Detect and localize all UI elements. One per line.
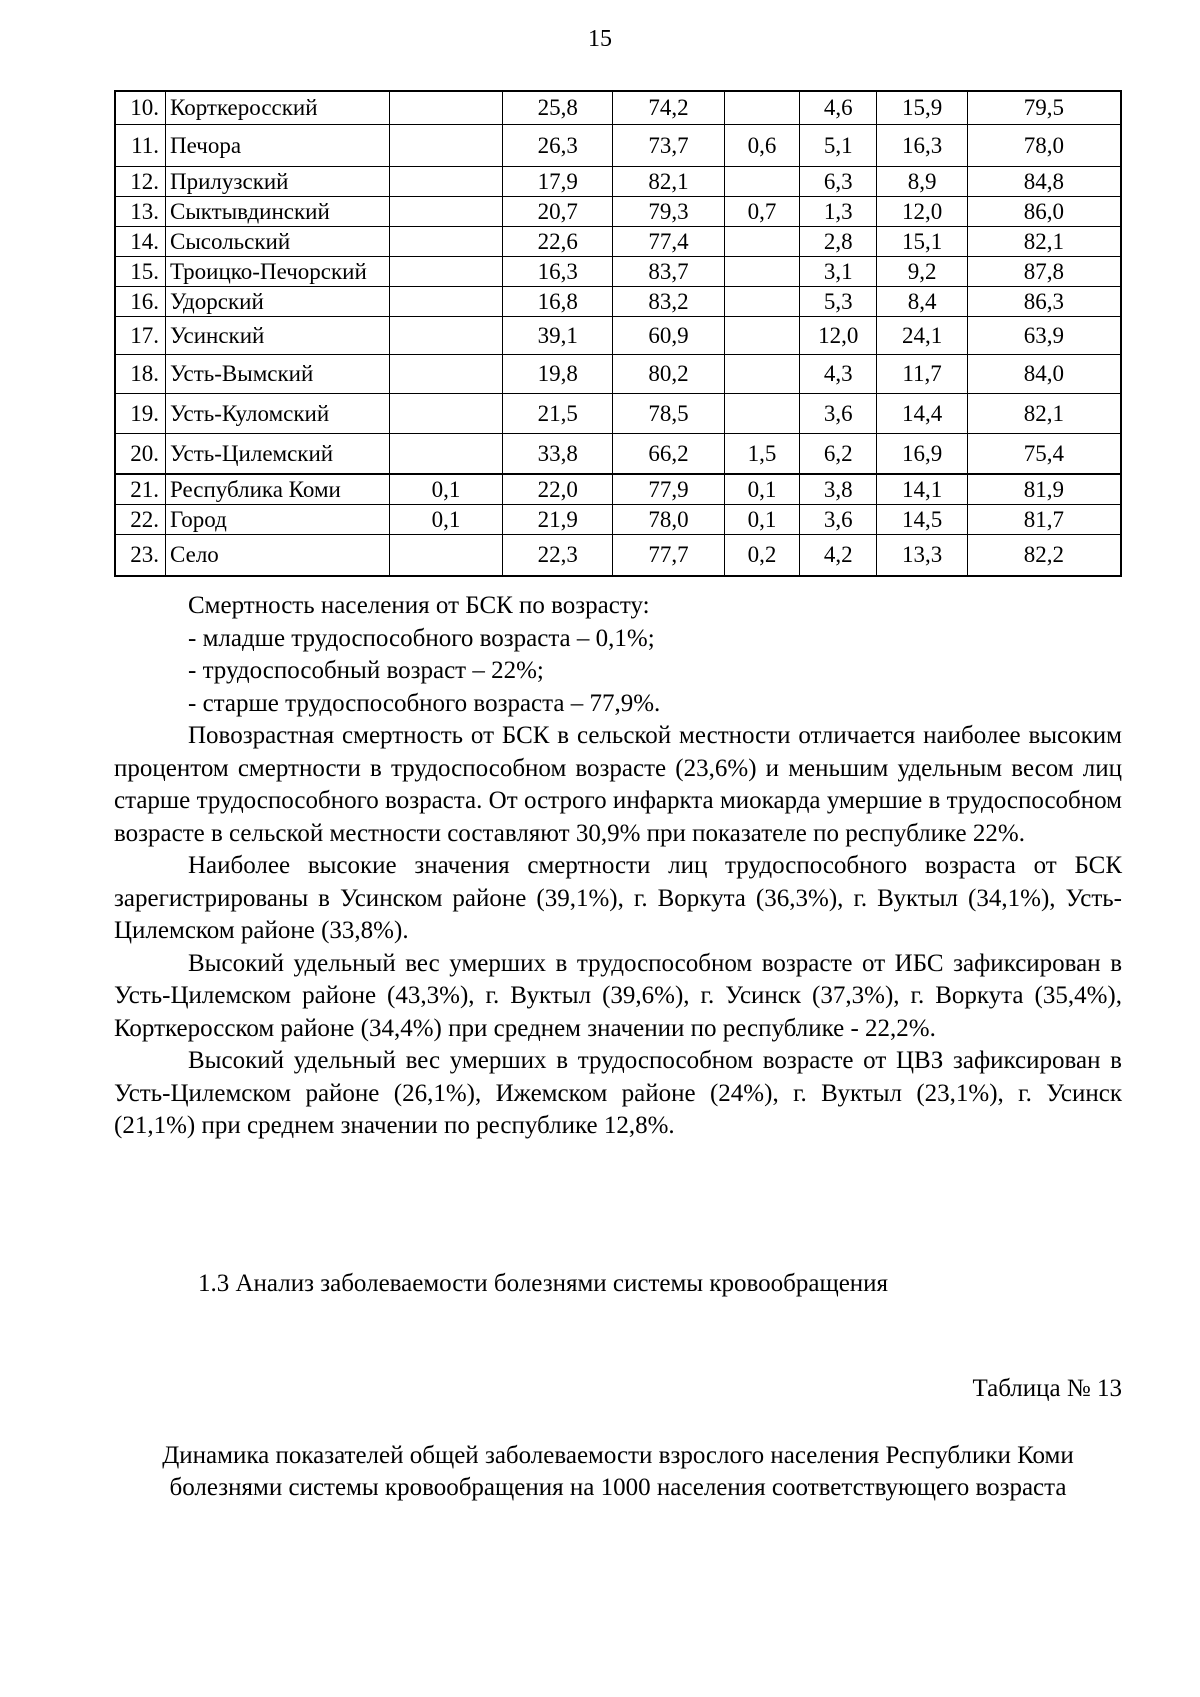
table-caption: Динамика показателей общей заболеваемости взрослого населения Республики Коми болезнями системы кровообращения на 1000 населения соответствующего возраста	[162, 1442, 1074, 1501]
district-name-cell: Удорский	[166, 286, 390, 316]
table-row	[115, 354, 1121, 393]
value-cell: 4,2	[800, 534, 877, 576]
value-cell	[389, 256, 503, 286]
value-cell	[389, 316, 503, 354]
value-cell: 0,7	[724, 196, 799, 226]
value-cell: 21,9	[503, 504, 613, 534]
value-cell	[389, 196, 503, 226]
value-cell: 77,9	[613, 474, 725, 504]
value-cell: 78,5	[613, 393, 725, 433]
value-cell: 74,2	[613, 91, 725, 124]
value-cell: 3,1	[800, 256, 877, 286]
age-item: - трудоспособный возраст – 22%;	[188, 657, 544, 684]
value-cell	[724, 316, 799, 354]
age-item: - младше трудоспособного возраста – 0,1%;	[188, 624, 655, 652]
value-cell: 12,0	[800, 316, 877, 354]
table-body	[115, 91, 1121, 576]
value-cell: 3,8	[800, 474, 877, 504]
value-cell: 0,2	[724, 534, 799, 576]
paragraph: Наиболее высокие значения смертности лиц трудоспособного возраста от БСК зарегистрированы в Усинском районе (39,1%), г. Воркута (36,3%), г. Вуктыл (34,1%), Усть-Цилемском районе (33,8%).	[114, 852, 1122, 944]
value-cell: 0,1	[389, 474, 503, 504]
value-cell: 80,2	[613, 354, 725, 393]
value-cell: 15,1	[877, 226, 967, 256]
value-cell: 21,5	[503, 393, 613, 433]
value-cell: 78,0	[967, 124, 1121, 166]
value-cell: 33,8	[503, 433, 613, 474]
table-row	[115, 504, 1121, 534]
value-cell: 86,0	[967, 196, 1121, 226]
value-cell: 84,8	[967, 166, 1121, 196]
table-row	[115, 124, 1121, 166]
value-cell: 82,1	[613, 166, 725, 196]
paragraph: Повозрастная смертность от БСК в сельской местности отличается наиболее высоким процентом смертности в трудоспособном возрасте (23,6%) и меньшим удельным весом лиц старше трудоспособного возраста. От острого инфаркта миокарда умершие в трудоспособном возрасте в сельской местности составляют 30,9% при показателе по республике 22%.	[114, 722, 1122, 847]
value-cell: 16,3	[877, 124, 967, 166]
table-row	[115, 286, 1121, 316]
value-cell: 8,4	[877, 286, 967, 316]
value-cell: 66,2	[613, 433, 725, 474]
value-cell: 8,9	[877, 166, 967, 196]
row-number-cell: 15.	[115, 256, 166, 286]
value-cell: 39,1	[503, 316, 613, 354]
value-cell: 87,8	[967, 256, 1121, 286]
value-cell: 77,7	[613, 534, 725, 576]
value-cell: 1,5	[724, 433, 799, 474]
value-cell: 5,1	[800, 124, 877, 166]
district-name-cell: Усть-Цилемский	[166, 433, 390, 474]
value-cell: 63,9	[967, 316, 1121, 354]
value-cell: 75,4	[967, 433, 1121, 474]
district-name-cell: Усть-Куломский	[166, 393, 390, 433]
value-cell: 86,3	[967, 286, 1121, 316]
value-cell: 22,0	[503, 474, 613, 504]
value-cell: 9,2	[877, 256, 967, 286]
value-cell: 84,0	[967, 354, 1121, 393]
row-number-cell: 22.	[115, 504, 166, 534]
value-cell: 22,6	[503, 226, 613, 256]
value-cell: 81,9	[967, 474, 1121, 504]
value-cell	[389, 226, 503, 256]
body-text	[114, 590, 1122, 1143]
district-name-cell: Сыктывдинский	[166, 196, 390, 226]
value-cell: 79,3	[613, 196, 725, 226]
value-cell	[389, 91, 503, 124]
value-cell	[389, 393, 503, 433]
value-cell: 83,2	[613, 286, 725, 316]
value-cell	[389, 354, 503, 393]
value-cell	[724, 256, 799, 286]
value-cell: 5,3	[800, 286, 877, 316]
value-cell	[724, 226, 799, 256]
value-cell: 78,0	[613, 504, 725, 534]
table-row	[115, 226, 1121, 256]
section-heading: 1.3 Анализ заболеваемости болезнями системы кровообращения	[198, 1270, 889, 1297]
row-number-cell: 12.	[115, 166, 166, 196]
district-name-cell: Республика Коми	[166, 474, 390, 504]
row-number-cell: 14.	[115, 226, 166, 256]
value-cell: 4,6	[800, 91, 877, 124]
value-cell: 60,9	[613, 316, 725, 354]
value-cell: 24,1	[877, 316, 967, 354]
value-cell: 4,3	[800, 354, 877, 393]
row-number-cell: 10.	[115, 91, 166, 124]
district-name-cell: Село	[166, 534, 390, 576]
table-label: Таблица № 13	[972, 1375, 1122, 1402]
paragraph: Высокий удельный вес умерших в трудоспособном возрасте от ЦВЗ зафиксирован в Усть-Цилемском районе (26,1%), Ижемском районе (24%), г. Вуктыл (23,1%), г. Усинск (21,1%) при среднем значении по республике 12,8%.	[114, 1047, 1122, 1139]
row-number-cell: 11.	[115, 124, 166, 166]
row-number-cell: 20.	[115, 433, 166, 474]
district-name-cell: Троицко-Печорский	[166, 256, 390, 286]
table-row	[115, 474, 1121, 504]
table-row	[115, 393, 1121, 433]
value-cell: 0,6	[724, 124, 799, 166]
value-cell	[724, 393, 799, 433]
value-cell	[724, 354, 799, 393]
row-number-cell: 17.	[115, 316, 166, 354]
table-row	[115, 256, 1121, 286]
value-cell: 14,4	[877, 393, 967, 433]
value-cell: 26,3	[503, 124, 613, 166]
value-cell: 79,5	[967, 91, 1121, 124]
value-cell	[724, 286, 799, 316]
value-cell: 14,1	[877, 474, 967, 504]
value-cell: 6,3	[800, 166, 877, 196]
district-name-cell: Усинский	[166, 316, 390, 354]
value-cell: 25,8	[503, 91, 613, 124]
value-cell	[389, 433, 503, 474]
age-item: - старше трудоспособного возраста – 77,9%.	[188, 689, 661, 717]
value-cell	[389, 166, 503, 196]
value-cell: 2,8	[800, 226, 877, 256]
value-cell: 17,9	[503, 166, 613, 196]
table-row	[115, 316, 1121, 354]
value-cell	[389, 534, 503, 576]
value-cell: 22,3	[503, 534, 613, 576]
value-cell: 0,1	[724, 504, 799, 534]
value-cell: 82,1	[967, 226, 1121, 256]
table-row	[115, 166, 1121, 196]
district-name-cell: Усть-Вымский	[166, 354, 390, 393]
value-cell: 3,6	[800, 393, 877, 433]
row-number-cell: 21.	[115, 474, 166, 504]
value-cell: 3,6	[800, 504, 877, 534]
value-cell	[389, 286, 503, 316]
value-cell: 83,7	[613, 256, 725, 286]
table-row	[115, 196, 1121, 226]
value-cell: 0,1	[389, 504, 503, 534]
value-cell: 82,2	[967, 534, 1121, 576]
value-cell: 6,2	[800, 433, 877, 474]
district-name-cell: Сысольский	[166, 226, 390, 256]
value-cell	[724, 91, 799, 124]
age-intro: Смертность населения от БСК по возрасту:	[188, 592, 650, 619]
value-cell: 13,3	[877, 534, 967, 576]
value-cell: 16,8	[503, 286, 613, 316]
value-cell: 16,3	[503, 256, 613, 286]
row-number-cell: 19.	[115, 393, 166, 433]
row-number-cell: 16.	[115, 286, 166, 316]
value-cell	[389, 124, 503, 166]
value-cell: 19,8	[503, 354, 613, 393]
district-name-cell: Город	[166, 504, 390, 534]
value-cell: 77,4	[613, 226, 725, 256]
paragraph: Высокий удельный вес умерших в трудоспособном возрасте от ИБС зафиксирован в Усть-Цилемском районе (43,3%), г. Вуктыл (39,6%), г. Усинск (37,3%), г. Воркута (35,4%), Корткеросском районе (34,4%) при среднем значении по республике - 22,2%.	[114, 949, 1122, 1042]
value-cell: 15,9	[877, 91, 967, 124]
row-number-cell: 13.	[115, 196, 166, 226]
district-name-cell: Печора	[166, 124, 390, 166]
table-row	[115, 433, 1121, 474]
value-cell: 81,7	[967, 504, 1121, 534]
row-number-cell: 23.	[115, 534, 166, 576]
row-number-cell: 18.	[115, 354, 166, 393]
value-cell: 73,7	[613, 124, 725, 166]
district-name-cell: Корткеросский	[166, 91, 390, 124]
table-row	[115, 534, 1121, 576]
value-cell: 20,7	[503, 196, 613, 226]
value-cell: 82,1	[967, 393, 1121, 433]
value-cell	[724, 166, 799, 196]
value-cell: 0,1	[724, 474, 799, 504]
value-cell: 14,5	[877, 504, 967, 534]
value-cell: 1,3	[800, 196, 877, 226]
value-cell: 16,9	[877, 433, 967, 474]
value-cell: 12,0	[877, 196, 967, 226]
district-name-cell: Прилузский	[166, 166, 390, 196]
value-cell: 11,7	[877, 354, 967, 393]
table-row	[115, 91, 1121, 124]
mortality-table	[114, 90, 1122, 577]
page-number: 15	[588, 26, 612, 52]
